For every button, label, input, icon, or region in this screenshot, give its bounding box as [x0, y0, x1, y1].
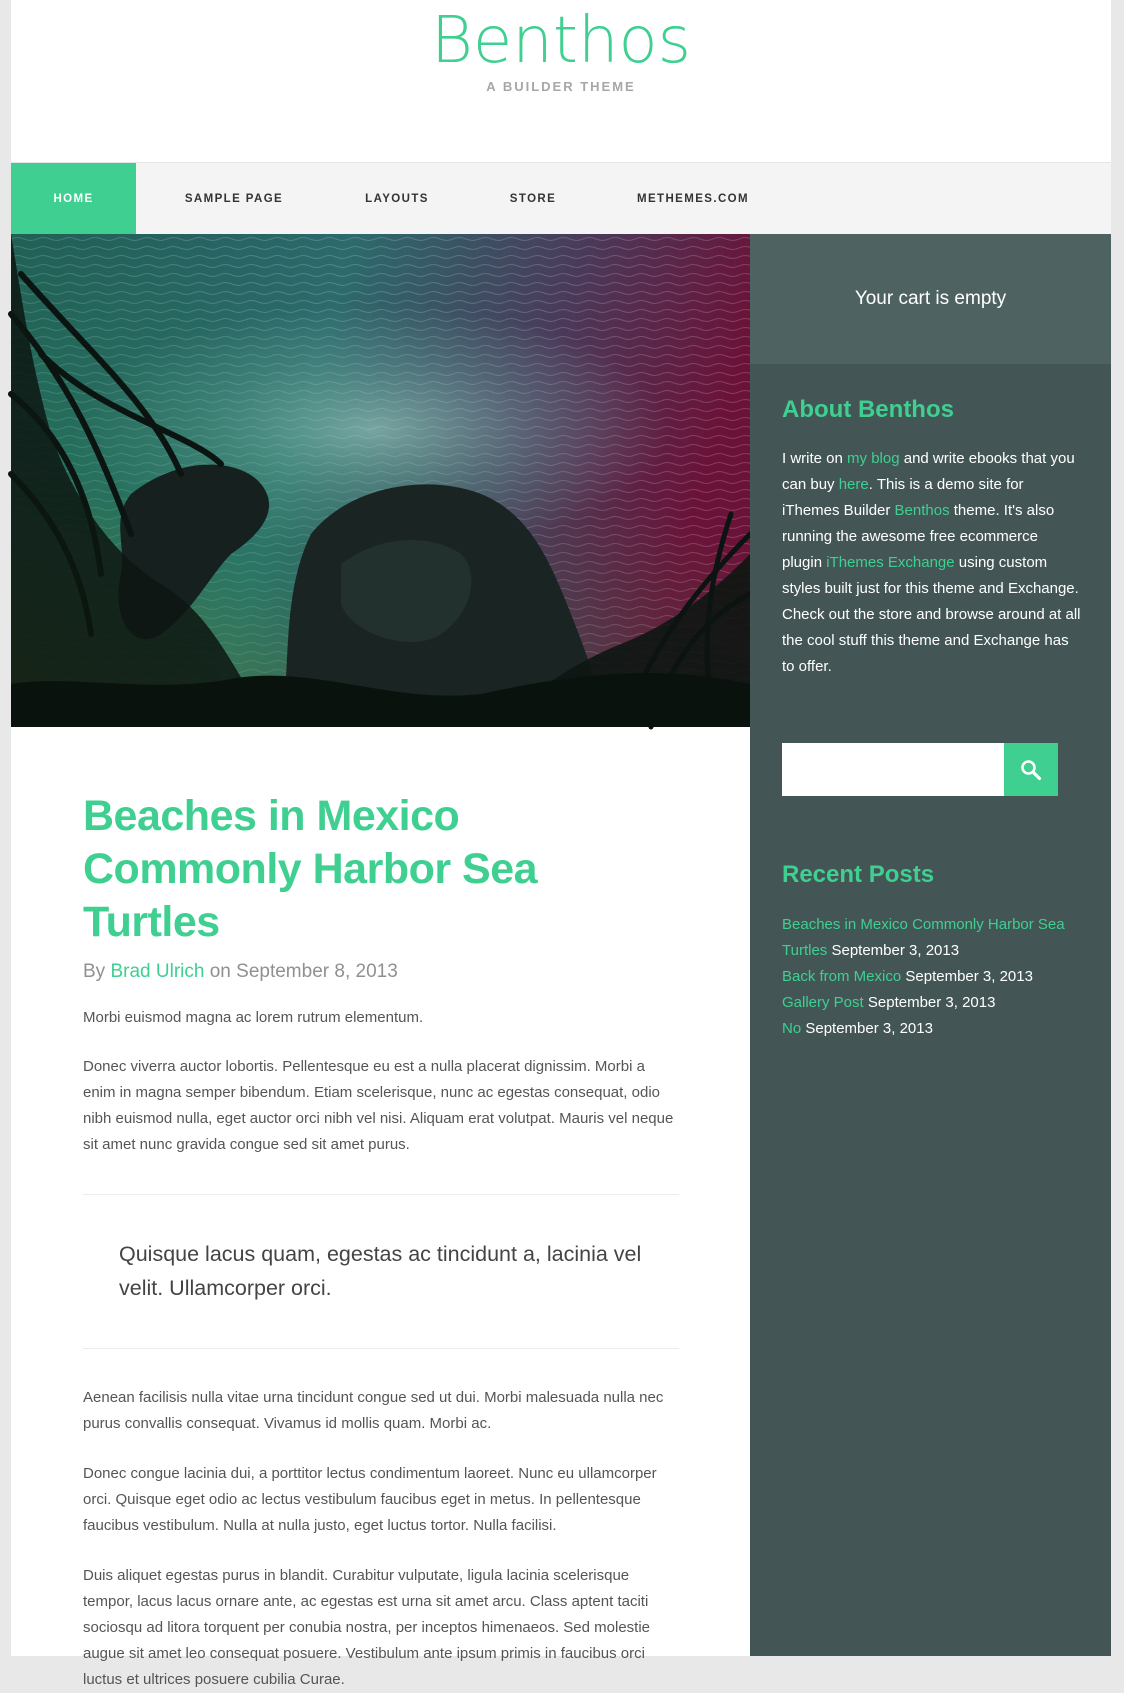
site-header — [11, 0, 1111, 162]
recent-post-item — [782, 1016, 1082, 1042]
recent-post-item — [782, 990, 1082, 1016]
post-paragraph: Aenean facilisis nulla vitae urna tincidunt congue sed ut dui. Morbi malesuada nulla nec purus convallis consequat. Vivamus id mollis quam. Morbi ac. — [83, 1389, 664, 1432]
nav-item-home[interactable]: HOME — [11, 163, 136, 235]
hero-image — [11, 234, 750, 727]
nav-item-methemes[interactable]: METHEMES.COM — [637, 193, 749, 205]
recent-post-link[interactable]: Beaches in Mexico Commonly Harbor Sea Turtles — [782, 916, 1065, 959]
post-paragraph: Duis aliquet egestas purus in blandit. Curabitur vulputate, ligula lacinia scelerisque tempor, lacus lacus ornare ante, ac egestas est urna sit amet arcu. Class aptent taciti sociosqu ad litora torquent per conubia nostra, per inceptos himenaeos. Sed molestie augue sit amet leo consequat posuere. Vestibulum ante ipsum primis in faucibus orci luctus et ultrices posuere cubilia Curae. — [83, 1567, 651, 1688]
post-meta — [83, 961, 679, 983]
post-title[interactable]: Beaches in Mexico Commonly Harbor Sea Turtles — [83, 792, 538, 946]
recent-post-date: September 3, 2013 — [831, 942, 960, 959]
sidebar — [750, 234, 1111, 1656]
blockquote: Quisque lacus quam, egestas ac tincidunt a, lacinia vel velit. Ullamcorper orci. — [119, 1242, 642, 1300]
recent-post-item — [782, 964, 1082, 990]
post-paragraph: Donec viverra auctor lobortis. Pellentesque eu est a nulla placerat dignissim. Morbi a enim in magna semper bibendum. Etiam scelerisque, nunc ac egestas consequat, odio nibh euismod nulla, eget auctor orci nibh vel nisi. Aliquam erat volutpat. Mauris vel neque sit amet nunc gravida congue sed sit amet purus. — [83, 1058, 674, 1153]
my-blog-link[interactable]: my blog — [847, 450, 900, 467]
post-content — [83, 790, 679, 1693]
post-paragraph: Donec congue lacinia dui, a porttitor lectus condimentum laoreet. Nunc eu ullamcorper orci. Quisque eget odio ac lectus vestibulum faucibus eget in metus. In pellentesque faucibus vestibulum. Nulla at nulla justo, eget luctus tortor. Nulla facilisi. — [83, 1465, 657, 1534]
recent-post-item — [782, 912, 1082, 964]
about-text: theme. It's also running the awesome free ecommerce plugin — [782, 502, 1055, 571]
about-widget-text — [782, 446, 1082, 680]
nav-item-store[interactable]: STORE — [509, 193, 557, 205]
search-button[interactable] — [1004, 743, 1058, 796]
about-widget-title: About Benthos — [782, 396, 954, 423]
recent-post-date: September 3, 2013 — [867, 994, 996, 1011]
post-author-link[interactable]: Brad Ulrich — [110, 961, 205, 982]
recent-post-link[interactable]: No — [782, 1020, 802, 1037]
about-text: and write ebooks that you can buy — [782, 450, 1075, 493]
recent-posts-list — [782, 912, 1082, 1042]
meta-on: on — [209, 961, 231, 982]
search-input[interactable] — [782, 743, 1004, 796]
about-text: . This is a demo site for iThemes Builder — [782, 476, 1024, 519]
page — [11, 0, 1111, 1688]
recent-post-link[interactable]: Back from Mexico — [782, 968, 902, 985]
site-title[interactable]: Benthos — [431, 4, 691, 78]
about-text: using custom styles built just for this theme and Exchange. Check out the store and browse around at all the cool stuff this theme and Exchange has to offer. — [782, 554, 1081, 675]
benthos-link[interactable]: Benthos — [894, 502, 950, 519]
search-icon — [1004, 759, 1058, 781]
nav-item-sample-page[interactable]: SAMPLE PAGE — [184, 193, 284, 205]
recent-post-date: September 3, 2013 — [905, 968, 1033, 985]
ithemes-exchange-link[interactable]: iThemes Exchange — [826, 554, 955, 571]
recent-posts-title: Recent Posts — [782, 861, 935, 888]
post-paragraph: Morbi euismod magna ac lorem rutrum elementum. — [83, 1009, 424, 1026]
cart-widget: Your cart is empty — [750, 234, 1111, 364]
meta-by: By — [83, 961, 106, 982]
about-text: I write on — [782, 450, 848, 467]
recent-post-date: September 3, 2013 — [805, 1020, 933, 1037]
recent-post-link[interactable]: Gallery Post — [782, 994, 864, 1011]
here-link[interactable]: here — [838, 476, 869, 493]
main-nav — [11, 162, 1111, 235]
quote-divider-top — [83, 1194, 679, 1195]
site-tagline: A BUILDER THEME — [486, 79, 636, 94]
post-date: September 8, 2013 — [236, 961, 398, 982]
quote-divider-bottom — [83, 1348, 679, 1349]
nav-item-layouts[interactable]: LAYOUTS — [365, 193, 429, 205]
